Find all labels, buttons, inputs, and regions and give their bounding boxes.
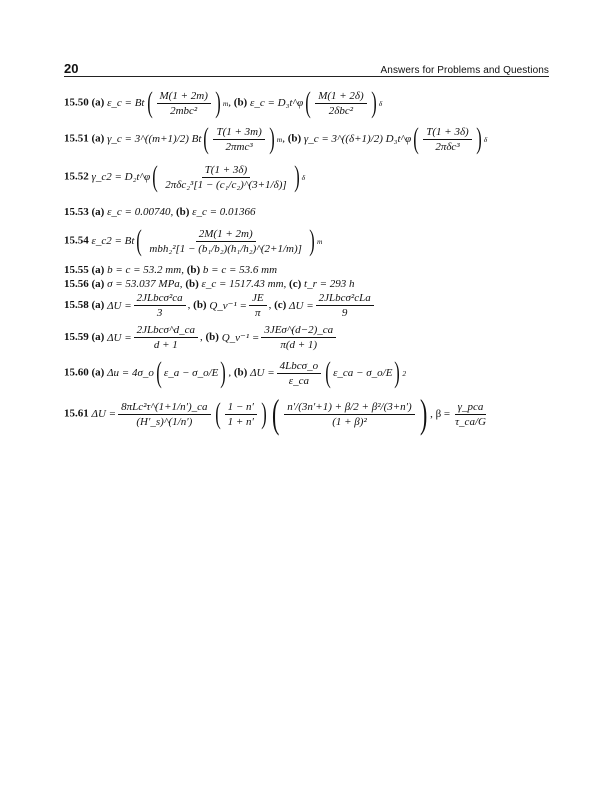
answer-value: ε_c = 0.00740, xyxy=(107,206,174,218)
fraction: $\frac{T(1 + 3\delta)}{\text{2πδc₂³[1 − (c₁/c₂)\textasciicircum{}(3+1/δ)]}}$ xyxy=(165,163,287,191)
part-b-label: (b) xyxy=(175,206,190,218)
fraction: $\frac{\text{2JLbcσ²ca}}{3}$ xyxy=(134,292,186,319)
fraction: $\frac{T(1 + 3\delta)}{\text{2πδc³}}$ xyxy=(423,126,471,153)
part-b-label: (b) xyxy=(233,96,248,109)
header-rule xyxy=(64,76,549,77)
equation-lhs: ΔU = xyxy=(107,299,132,312)
part-b-label: (b) xyxy=(287,132,302,145)
answer-number: 15.61 xyxy=(64,407,89,420)
part-b-label: (b) xyxy=(193,299,207,312)
equation-lhs: γ_c = 3^((m+1)/2) Bt xyxy=(107,133,202,145)
answer-number: 15.56 xyxy=(64,278,89,290)
beta-definition: , β = xyxy=(430,408,451,420)
answer-15-52: 15.52 γ_c2 = D₂t^φ ( $\frac{T(1 + 3\delta)}{\text{2πδc₂³[1 − (c₁/c₂)\textasciicircum{}(3+1/δ)]}}$ ) δ xyxy=(64,160,306,193)
fraction: $\frac{1 - n'}{1 + n'}$ xyxy=(225,401,257,428)
running-head: Answers for Problems and Questions xyxy=(380,65,549,76)
answer-number: 15.59 xyxy=(64,331,89,344)
answer-value: ε_c = 0.01366 xyxy=(192,206,256,218)
answer-15-55 xyxy=(64,264,277,276)
answer-number: 15.52 xyxy=(64,170,89,183)
fraction: $\frac{JE}{\pi}$ xyxy=(249,292,267,319)
answer-number: 15.60 xyxy=(64,366,89,379)
answer-number: 15.58 xyxy=(64,299,89,312)
answer-15-59: 15.59 (a) ΔU = $\frac{\text{2JLbcσ\textasciicircum{}d\_ca}}{d + 1}$ , (b) Q_v⁻¹ = $\frac{\text{3JEσ\textasciicircum{}(d−2)\_ca}}{\pi(d + 1)}$ xyxy=(64,324,338,351)
part-b-label: (b) xyxy=(186,264,201,276)
part-a-label: (a) xyxy=(91,278,105,290)
part-b-label: (b) xyxy=(185,278,199,290)
part-a-label: (a) xyxy=(91,206,105,218)
equation-lhs: ΔU = xyxy=(107,331,132,344)
answer-15-51: 15.51 (a) γ_c = 3^((m+1)/2) Bt ( $\frac{T(1 + 3m)}{\text{2πmc³}}$ ) m , (b) γ_c = 3^((δ+1)/2) D₃t^φ ( $\frac{T(1 + 3\delta)}{\text{2πδc³}}$ ) δ xyxy=(64,122,488,155)
paren-expression: ε_a − σ_o/E xyxy=(163,367,219,379)
part-a-label: (a) xyxy=(91,96,105,109)
equation-lhs: ε_c = D₃t^φ xyxy=(249,97,304,109)
fraction: $\frac{T(1 + 3m)}{\text{2πmc³}}$ xyxy=(213,126,264,153)
fraction: $\frac{\text{2JLbcσ\textasciicircum{}d\_ca}}{d + 1}$ xyxy=(134,324,198,351)
part-b-label: (b) xyxy=(233,366,248,379)
fraction: $\frac{\text{4Lbcσ\_o}}{\varepsilon\_ca}$ xyxy=(277,360,321,387)
equation-lhs: γ_c = 3^((δ+1)/2) D₃t^φ xyxy=(303,133,412,145)
answer-number: 15.51 xyxy=(64,132,89,145)
equation-lhs: ΔU = xyxy=(250,367,275,379)
answer-15-50: 15.50 (a) ε_c = Bt ( $\frac{M(1 + 2m)}{\text{2mbc²}}$ ) m , (b) ε_c = D₃t^φ ( $\frac{M(1 + 2\delta)}{\text{2δbc²}}$ ) δ xyxy=(64,86,383,119)
answer-number: 15.50 xyxy=(64,96,89,109)
equation-lhs: ε_c2 = Bt xyxy=(91,235,135,247)
equation-lhs: Q_v⁻¹ = xyxy=(209,300,247,312)
fraction: $\frac{\text{8πLc²τ\textasciicircum{}(1+1/n′)\_ca}}{(H'\_s)\^{}(1/n')}$ xyxy=(118,401,210,428)
answer-value: t_r = 293 h xyxy=(304,278,355,290)
part-c-label: (c) xyxy=(274,299,287,312)
answer-15-60: 15.60 (a) Δu = 4σ_o ( ε_a − σ_o/E ) , (b) ΔU = $\frac{\text{4Lbcσ\_o}}{\varepsilon\_ca}$ ( ε_ca − σ_o/E ) 2 xyxy=(64,356,407,389)
fraction: $\frac{\text{γ\_pca}}{\tau\_ca/G}$ xyxy=(455,400,486,428)
answer-number: 15.55 xyxy=(64,264,89,276)
page-number: 20 xyxy=(64,61,79,76)
answer-number: 15.53 xyxy=(64,206,89,218)
answer-number: 15.54 xyxy=(64,234,89,247)
answer-value: b = c = 53.2 mm, xyxy=(107,264,184,276)
part-a-label: (a) xyxy=(91,132,105,145)
equation-lhs: γ_c2 = D₂t^φ xyxy=(91,171,151,183)
fraction: $\frac{2M(1 + 2m)}{\text{mbh₂²[1 − (b₁/b₂)(h₁/h₂)\textasciicircum{}(2+1/m)]}}$ xyxy=(149,227,302,255)
fraction: $\frac{\text{2JLbcσ²cLa}}{9}$ xyxy=(316,292,374,319)
answer-value: σ = 53.037 MPa, xyxy=(107,278,183,290)
answer-value: ε_c = 1517.43 mm, xyxy=(201,278,287,290)
part-c-label: (c) xyxy=(289,278,302,290)
part-a-label: (a) xyxy=(91,264,105,276)
answer-15-53 xyxy=(64,206,256,218)
equation-lhs: ΔU = xyxy=(289,299,314,312)
part-a-label: (a) xyxy=(91,299,105,312)
equation-lhs: Δu = 4σ_o xyxy=(107,367,154,379)
part-a-label: (a) xyxy=(91,331,105,344)
part-b-label: (b) xyxy=(205,331,219,344)
answer-15-56 xyxy=(64,278,355,290)
fraction: $\frac{\text{n′/(3n′+1) + β/2 + β²/(3+n′)}}{\text{(1 + β)²}}$ xyxy=(284,401,415,428)
fraction: $\frac{\text{3JEσ\textasciicircum{}(d−2)\_ca}}{\pi(d + 1)}$ xyxy=(261,324,336,351)
answer-15-54: 15.54 ε_c2 = Bt ( $\frac{2M(1 + 2m)}{\text{mbh₂²[1 − (b₁/b₂)(h₁/h₂)\textasciicircum{}(2+1/m)]}}$ ) m xyxy=(64,224,323,257)
answer-15-61: 15.61 ΔU = $\frac{\text{8πLc²τ\textasciicircum{}(1+1/n′)\_ca}}{(H'\_s)\^{}(1/n')}$ ( $\frac{1 - n'}{1 + n'}$ ) ( $\frac{\text{n′/(3n′+1) + β/2 + β²/(3+n′)}}{\text{(1 + β)²}}$ ) , β = $\frac{\text{γ\_pca}}{\tau\_ca/G}$ xyxy=(64,394,491,434)
fraction: $\frac{M(1 + 2\delta)}{\text{2δbc²}}$ xyxy=(315,90,367,117)
equation-lhs: Q_v⁻¹ = xyxy=(221,332,260,344)
equation-lhs: ΔU = xyxy=(91,408,117,420)
paren-expression: ε_ca − σ_o/E xyxy=(333,367,393,379)
equation-lhs: ε_c = Bt xyxy=(107,97,145,109)
fraction: $\frac{M(1 + 2m)}{\text{2mbc²}}$ xyxy=(157,90,211,117)
part-a-label: (a) xyxy=(91,366,105,379)
answer-value: b = c = 53.6 mm xyxy=(202,264,278,276)
page-header xyxy=(64,56,549,76)
answer-15-58: 15.58 (a) ΔU = $\frac{\text{2JLbcσ²ca}}{3}$ , (b) Q_v⁻¹ = $\frac{JE}{\pi}$ , (c) ΔU = $\frac{\text{2JLbcσ²cLa}}{9}$ xyxy=(64,292,376,319)
